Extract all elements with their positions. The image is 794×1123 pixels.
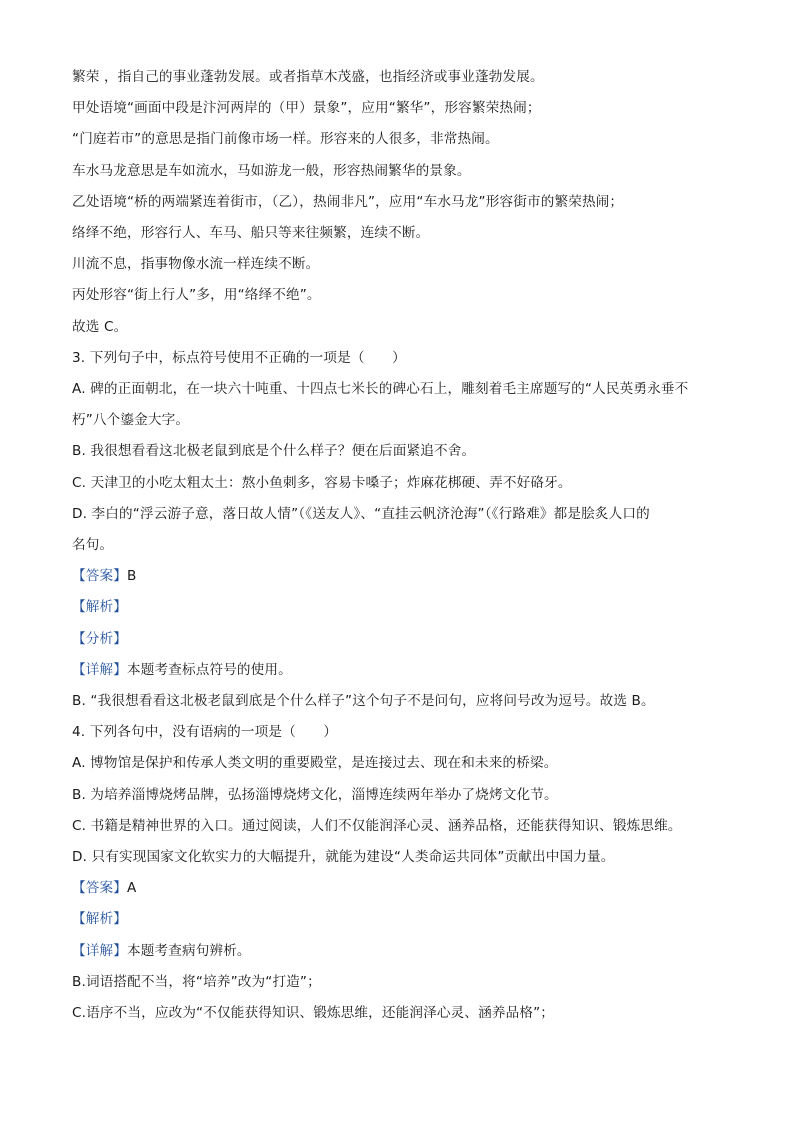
explanation-line: 繁荣 ，指自己的事业蓬勃发展。或者指草木茂盛，也指经济或事业蓬勃发展。 [72, 69, 544, 85]
question-4-answer [72, 873, 724, 904]
explanation-line: “门庭若市”的意思是指门前像市场一样。形容来的人很多，非常热闹。 [72, 131, 499, 148]
question-4-option-d: D. 只有实现国家文化软实力的大幅提升，就能为建设“人类命运共同体”贡献出中国力量。 [72, 849, 615, 866]
question-4-detail [72, 936, 724, 967]
question-4-detail-c: C.语序不当，应改为“不仅能获得知识、锻炼思维，还能润泽心灵、涵养品格”； [72, 1005, 555, 1022]
analysis-tag: 【解析】 [72, 911, 127, 928]
question-3-option-a: A. 碑的正面朝北，在一块六十吨重、十四点七米长的碑心石上，雕刻着毛主席题写的“人民英勇永垂不 [72, 381, 689, 398]
question-3-detail [72, 655, 724, 686]
explanation-line: 丙处形容“街上行人”多，用“络绎不绝”。 [72, 287, 321, 304]
detail-tag: 【详解】 [72, 661, 127, 678]
explanation-line: 络绎不绝，形容行人、车马、船只等来往频繁，连续不断。 [72, 225, 430, 242]
explanation-line: 车水马龙意思是车如流水，马如游龙一般，形容热闹繁华的景象。 [72, 162, 471, 179]
question-4-option-a: A. 博物馆是保护和传承人类文明的重要殿堂，是连接过去、现在和未来的桥梁。 [72, 755, 558, 772]
question-4-detail-b: B.词语搭配不当，将“培养”改为“打造”； [72, 973, 321, 990]
question-4-analysis-heading [72, 904, 724, 935]
answer-tag: 【答案】 [72, 880, 127, 897]
question-3-answer [72, 561, 724, 592]
explanation-conclusion: 故选 C。 [72, 318, 128, 335]
question-3-option-a-continued: 朽”八个鎏金大字。 [72, 412, 190, 429]
answer-tag: 【答案】 [72, 568, 127, 585]
question-3-option-d: D. 李白的“浮云游子意，落日故人情”（《送友人》、“直挂云帆济沧海”（《行路难》都是脍炙人口的 [72, 505, 650, 522]
question-3-detail-explanation: B. “我很想看看这北极老鼠到底是个什么样子”这个句子不是问句，应将问号改为逗号。故选 B。 [72, 693, 655, 710]
detail-text: 本题考查病句辨析。 [126, 942, 251, 959]
analysis-tag: 【解析】 [72, 599, 127, 616]
explanation-line: 甲处语境“画面中段是汴河两岸的（甲）景象”，应用“繁华”，形容繁荣热闹； [72, 100, 541, 117]
question-3-stem: 3. 下列句子中，标点符号使用不正确的一项是（ ） [72, 349, 406, 366]
answer-value: B [126, 568, 137, 585]
explanation-line: 川流不息，指事物像水流一样连续不断。 [72, 256, 320, 273]
question-4-option-b: B. 为培养淄博烧烤品牌，弘扬淄博烧烤文化，淄博连续两年举办了烧烤文化节。 [72, 786, 558, 803]
detail-text: 本题考查标点符号的使用。 [126, 661, 292, 678]
detail-tag: 【详解】 [72, 942, 127, 959]
question-4-option-c: C. 书籍是精神世界的入口。通过阅读，人们不仅能润泽心灵、涵养品格，还能获得知识、锻炼思维。 [72, 817, 682, 834]
explanation-line: 乙处语境“桥的两端紧连着街市，（乙），热闹非凡”，应用“车水马龙”形容街市的繁荣热闹； [72, 193, 624, 210]
question-3-option-d-continued: 名句。 [72, 537, 114, 554]
question-3-analysis-heading [72, 592, 724, 623]
question-3-fenxi-heading [72, 624, 724, 655]
fenxi-tag: 【分析】 [72, 630, 127, 647]
question-3-option-b: B. 我很想看看这北极老鼠到底是个什么样子？便在后面紧追不舍。 [72, 443, 476, 460]
question-3-option-c: C. 天津卫的小吃太粗太土：熬小鱼刺多，容易卡嗓子；炸麻花梆硬、弄不好硌牙。 [72, 474, 572, 491]
question-4-stem: 4. 下列各句中，没有语病的一项是（ ） [72, 724, 338, 741]
answer-value: A [126, 880, 137, 897]
